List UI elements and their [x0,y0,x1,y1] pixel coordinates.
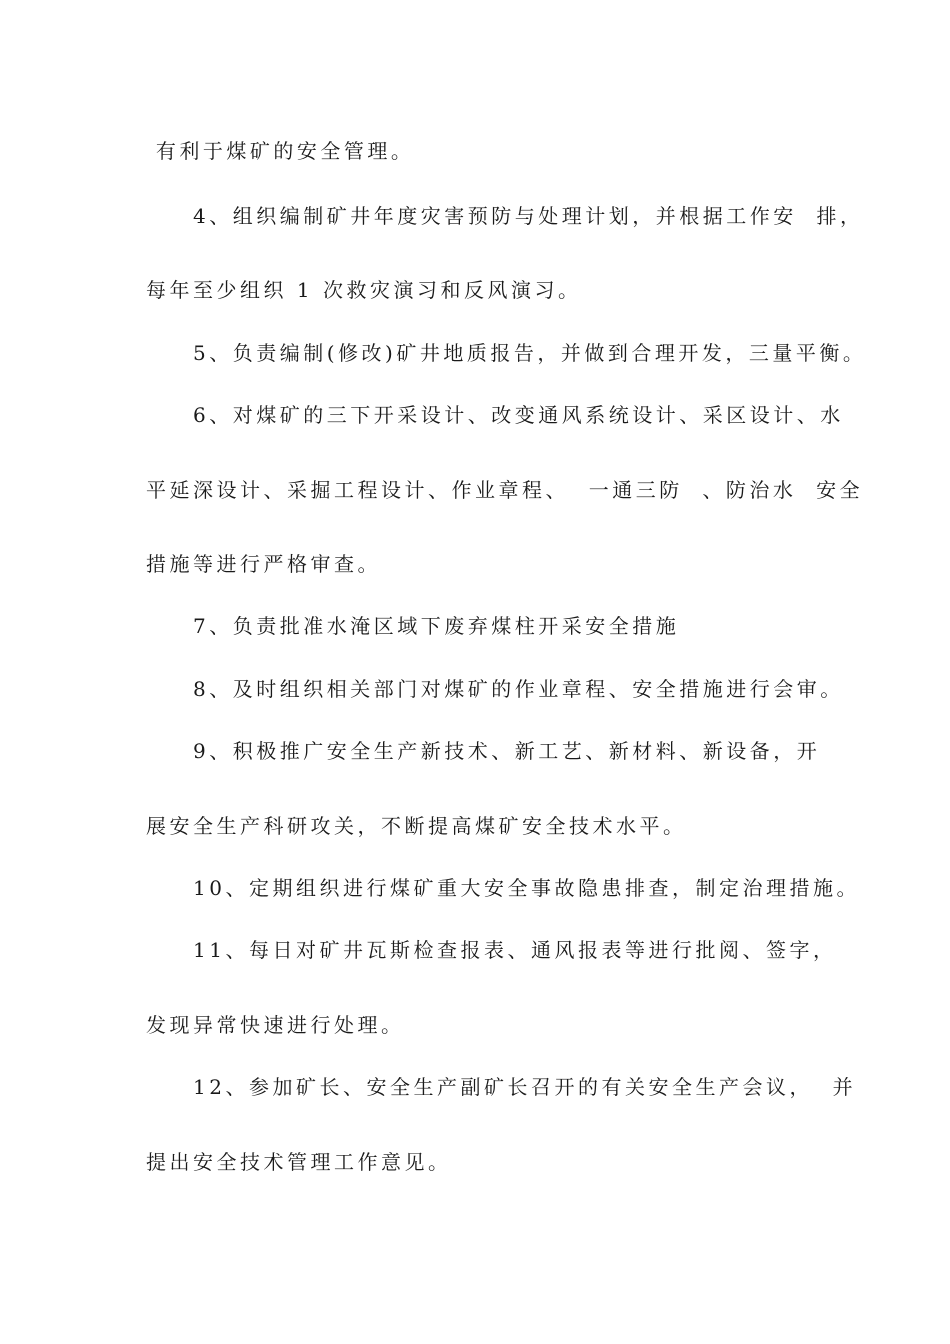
paragraph-line: 4、组织编制矿井年度灾害预防与处理计划，并根据工作安 排， [193,204,864,228]
paragraph-line: 5、负责编制(修改)矿井地质报告，并做到合理开发，三量平衡。 [193,341,867,365]
paragraph-line: 展安全生产科研攻关，不断提高煤矿安全技术水平。 [146,814,687,838]
paragraph-line: 7、负责批准水淹区域下废弃煤柱开采安全措施 [193,614,680,638]
paragraph-line: 10、定期组织进行煤矿重大安全事故隐患排查，制定治理措施。 [193,876,860,900]
paragraph-line: 6、对煤矿的三下开采设计、改变通风系统设计、采区设计、水 [193,403,844,427]
paragraph-line: 11、每日对矿井瓦斯检查报表、通风报表等进行批阅、签字， [193,938,837,962]
paragraph-line: 12、参加矿长、安全生产副矿长召开的有关安全生产会议， 并 [193,1075,857,1099]
paragraph-line: 每年至少组织 1 次救灾演习和反风演习。 [146,278,582,302]
paragraph-line: 9、积极推广安全生产新技术、新工艺、新材料、新设备，开 [193,739,821,763]
paragraph-line: 提出安全技术管理工作意见。 [146,1150,452,1174]
paragraph-line: 发现异常快速进行处理。 [146,1013,405,1037]
paragraph-line: 8、及时组织相关部门对煤矿的作业章程、安全措施进行会审。 [193,677,844,701]
paragraph-line: 有利于煤矿的安全管理。 [146,139,415,163]
paragraph-line: 平延深设计、采掘工程设计、作业章程、 一通三防 、防治水 安全 [146,478,864,502]
paragraph-line: 措施等进行严格审查。 [146,552,381,576]
